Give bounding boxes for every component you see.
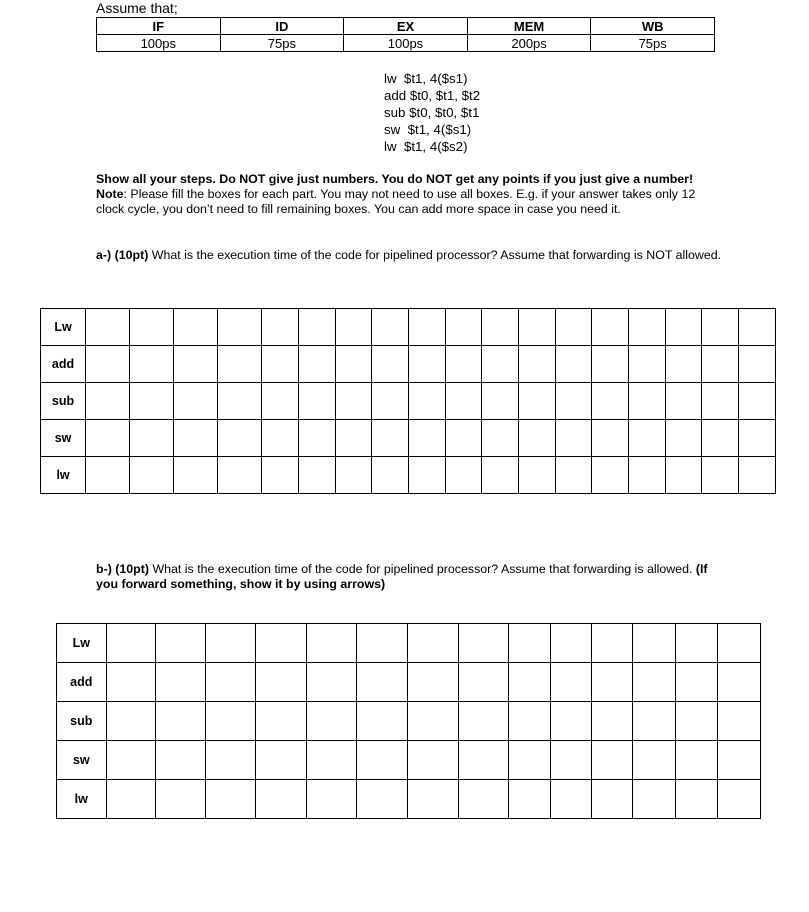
instructions-block bbox=[96, 172, 726, 217]
answer-cell[interactable] bbox=[407, 780, 458, 819]
answer-cell[interactable] bbox=[739, 309, 776, 346]
answer-cell[interactable] bbox=[592, 457, 629, 494]
answer-cell[interactable] bbox=[156, 702, 206, 741]
answer-cell[interactable] bbox=[702, 383, 739, 420]
instructions-note bbox=[96, 187, 726, 217]
answer-cell[interactable] bbox=[592, 624, 633, 663]
answer-cell[interactable] bbox=[702, 457, 739, 494]
answer-cell[interactable] bbox=[519, 457, 556, 494]
row-label: sub bbox=[41, 383, 86, 420]
answer-cell[interactable] bbox=[718, 780, 761, 819]
answer-cell[interactable] bbox=[445, 309, 482, 346]
answer-cell[interactable] bbox=[256, 741, 307, 780]
answer-cell[interactable] bbox=[306, 741, 357, 780]
answer-cell[interactable] bbox=[306, 702, 357, 741]
code-line: lw $t1, 4($s1) bbox=[384, 71, 468, 86]
answer-cell[interactable] bbox=[256, 780, 307, 819]
answer-cell[interactable] bbox=[445, 346, 482, 383]
answer-cell[interactable] bbox=[509, 741, 550, 780]
answer-cell[interactable] bbox=[106, 624, 156, 663]
answer-cell[interactable] bbox=[519, 346, 556, 383]
stage-header-mem: MEM bbox=[467, 18, 591, 35]
answer-cell[interactable] bbox=[372, 420, 409, 457]
answer-cell[interactable] bbox=[86, 457, 130, 494]
answer-cell[interactable] bbox=[665, 420, 702, 457]
answer-cell[interactable] bbox=[458, 780, 509, 819]
answer-cell[interactable] bbox=[408, 309, 445, 346]
answer-cell[interactable] bbox=[718, 663, 761, 702]
pipeline-row bbox=[41, 383, 776, 420]
note-label: Note bbox=[96, 187, 124, 201]
question-b-text: What is the execution time of the code for pipelined processor? Assume that forwarding is allowed. bbox=[149, 562, 696, 576]
answer-cell[interactable] bbox=[218, 420, 262, 457]
answer-cell[interactable] bbox=[555, 383, 592, 420]
answer-cell[interactable] bbox=[372, 457, 409, 494]
stage-time-if: 100ps bbox=[97, 35, 221, 52]
answer-cell[interactable] bbox=[262, 346, 299, 383]
answer-cell[interactable] bbox=[335, 457, 372, 494]
question-a-label: a-) (10pt) bbox=[96, 248, 149, 262]
answer-cell[interactable] bbox=[519, 383, 556, 420]
answer-cell[interactable] bbox=[372, 346, 409, 383]
instructions-warning: Show all your steps. Do NOT give just numbers. You do NOT get any points if you just give a number! bbox=[96, 172, 694, 186]
stage-header-ex: EX bbox=[344, 18, 468, 35]
answer-cell[interactable] bbox=[174, 420, 218, 457]
question-a-text: What is the execution time of the code for pipelined processor? Assume that forwarding is NOT allowed. bbox=[148, 248, 722, 262]
code-line: sw $t1, 4($s1) bbox=[384, 122, 472, 137]
answer-cell[interactable] bbox=[218, 346, 262, 383]
answer-cell[interactable] bbox=[739, 420, 776, 457]
code-line: add $t0, $t1, $t2 bbox=[384, 88, 481, 103]
answer-cell[interactable] bbox=[106, 741, 156, 780]
answer-cell[interactable] bbox=[174, 346, 218, 383]
answer-cell[interactable] bbox=[675, 780, 717, 819]
answer-cell[interactable] bbox=[629, 383, 666, 420]
answer-cell[interactable] bbox=[262, 383, 299, 420]
answer-cell[interactable] bbox=[482, 309, 519, 346]
answer-cell[interactable] bbox=[205, 780, 256, 819]
row-label: sw bbox=[57, 741, 107, 780]
answer-cell[interactable] bbox=[262, 309, 299, 346]
answer-cell[interactable] bbox=[130, 346, 174, 383]
row-label: add bbox=[41, 346, 86, 383]
question-b-arrow-note: (If you forward something, show it by using arrows) bbox=[96, 562, 708, 591]
answer-cell[interactable] bbox=[675, 741, 717, 780]
pipeline-row bbox=[41, 346, 776, 383]
answer-cell[interactable] bbox=[555, 420, 592, 457]
answer-cell[interactable] bbox=[718, 624, 761, 663]
answer-cell[interactable] bbox=[550, 663, 591, 702]
answer-cell[interactable] bbox=[445, 383, 482, 420]
assume-label: Assume that; bbox=[96, 0, 178, 16]
answer-cell[interactable] bbox=[256, 624, 307, 663]
row-label: sub bbox=[57, 702, 107, 741]
row-label: add bbox=[57, 663, 107, 702]
answer-cell[interactable] bbox=[445, 420, 482, 457]
answer-cell[interactable] bbox=[357, 702, 408, 741]
answer-cell[interactable] bbox=[739, 457, 776, 494]
answer-cell[interactable] bbox=[592, 420, 629, 457]
answer-cell[interactable] bbox=[156, 741, 206, 780]
answer-cell[interactable] bbox=[629, 420, 666, 457]
pipeline-row bbox=[57, 780, 761, 819]
answer-cell[interactable] bbox=[174, 309, 218, 346]
answer-cell[interactable] bbox=[718, 741, 761, 780]
answer-cell[interactable] bbox=[550, 624, 591, 663]
answer-cell[interactable] bbox=[408, 383, 445, 420]
answer-cell[interactable] bbox=[665, 346, 702, 383]
answer-cell[interactable] bbox=[550, 780, 591, 819]
answer-cell[interactable] bbox=[665, 309, 702, 346]
answer-cell[interactable] bbox=[482, 383, 519, 420]
answer-cell[interactable] bbox=[509, 624, 550, 663]
answer-cell[interactable] bbox=[262, 420, 299, 457]
answer-cell[interactable] bbox=[335, 420, 372, 457]
answer-cell[interactable] bbox=[106, 663, 156, 702]
answer-cell[interactable] bbox=[633, 624, 675, 663]
stage-time-id: 75ps bbox=[220, 35, 344, 52]
answer-cell[interactable] bbox=[86, 346, 130, 383]
answer-cell[interactable] bbox=[130, 420, 174, 457]
answer-cell[interactable] bbox=[130, 309, 174, 346]
answer-cell[interactable] bbox=[592, 780, 633, 819]
answer-cell[interactable] bbox=[156, 780, 206, 819]
answer-cell[interactable] bbox=[86, 309, 130, 346]
answer-cell[interactable] bbox=[702, 346, 739, 383]
answer-cell[interactable] bbox=[256, 663, 307, 702]
pipeline-row bbox=[57, 702, 761, 741]
answer-cell[interactable] bbox=[205, 702, 256, 741]
answer-cell[interactable] bbox=[629, 457, 666, 494]
pipeline-row bbox=[57, 663, 761, 702]
row-label: Lw bbox=[41, 309, 86, 346]
code-listing bbox=[384, 70, 480, 155]
answer-cell[interactable] bbox=[592, 663, 633, 702]
answer-cell[interactable] bbox=[665, 457, 702, 494]
answer-cell[interactable] bbox=[205, 663, 256, 702]
answer-cell[interactable] bbox=[357, 741, 408, 780]
answer-cell[interactable] bbox=[407, 624, 458, 663]
answer-cell[interactable] bbox=[408, 457, 445, 494]
answer-cell[interactable] bbox=[218, 383, 262, 420]
note-text: : Please fill the boxes for each part. You may not need to use all boxes. E.g. if your answer takes only 12 clock cycle, you don’t need to fill remaining boxes. You can add more space in case you need it. bbox=[96, 187, 696, 216]
code-line: lw $t1, 4($s2) bbox=[384, 139, 468, 154]
answer-cell[interactable] bbox=[218, 309, 262, 346]
answer-cell[interactable] bbox=[633, 741, 675, 780]
code-line: sub $t0, $t0, $t1 bbox=[384, 105, 480, 120]
answer-cell[interactable] bbox=[130, 457, 174, 494]
stage-header-if: IF bbox=[97, 18, 221, 35]
row-label: lw bbox=[57, 780, 107, 819]
answer-cell[interactable] bbox=[633, 780, 675, 819]
answer-cell[interactable] bbox=[633, 702, 675, 741]
answer-cell[interactable] bbox=[357, 780, 408, 819]
answer-cell[interactable] bbox=[86, 420, 130, 457]
answer-cell[interactable] bbox=[408, 420, 445, 457]
pipeline-grid-b bbox=[56, 623, 761, 819]
answer-cell[interactable] bbox=[592, 346, 629, 383]
answer-cell[interactable] bbox=[739, 383, 776, 420]
answer-cell[interactable] bbox=[357, 624, 408, 663]
answer-cell[interactable] bbox=[629, 309, 666, 346]
answer-cell[interactable] bbox=[156, 624, 206, 663]
stage-latency-table bbox=[96, 17, 715, 52]
answer-cell[interactable] bbox=[306, 780, 357, 819]
answer-cell[interactable] bbox=[458, 624, 509, 663]
answer-cell[interactable] bbox=[482, 457, 519, 494]
stage-header-wb: WB bbox=[591, 18, 715, 35]
answer-cell[interactable] bbox=[482, 346, 519, 383]
answer-cell[interactable] bbox=[458, 741, 509, 780]
answer-cell[interactable] bbox=[550, 702, 591, 741]
stage-header-id: ID bbox=[220, 18, 344, 35]
answer-cell[interactable] bbox=[519, 309, 556, 346]
answer-cell[interactable] bbox=[205, 624, 256, 663]
answer-cell[interactable] bbox=[592, 309, 629, 346]
answer-cell[interactable] bbox=[335, 383, 372, 420]
answer-cell[interactable] bbox=[357, 663, 408, 702]
answer-cell[interactable] bbox=[298, 346, 335, 383]
answer-cell[interactable] bbox=[86, 383, 130, 420]
answer-cell[interactable] bbox=[306, 624, 357, 663]
answer-cell[interactable] bbox=[174, 383, 218, 420]
answer-cell[interactable] bbox=[633, 663, 675, 702]
answer-cell[interactable] bbox=[675, 702, 717, 741]
answer-cell[interactable] bbox=[665, 383, 702, 420]
answer-cell[interactable] bbox=[335, 346, 372, 383]
answer-cell[interactable] bbox=[262, 457, 299, 494]
answer-cell[interactable] bbox=[156, 663, 206, 702]
answer-cell[interactable] bbox=[256, 702, 307, 741]
answer-cell[interactable] bbox=[702, 420, 739, 457]
answer-cell[interactable] bbox=[519, 420, 556, 457]
answer-cell[interactable] bbox=[205, 741, 256, 780]
answer-cell[interactable] bbox=[298, 457, 335, 494]
pipeline-row bbox=[41, 420, 776, 457]
stage-time-mem: 200ps bbox=[467, 35, 591, 52]
answer-cell[interactable] bbox=[106, 702, 156, 741]
answer-cell[interactable] bbox=[445, 457, 482, 494]
pipeline-row bbox=[41, 457, 776, 494]
answer-cell[interactable] bbox=[407, 741, 458, 780]
answer-cell[interactable] bbox=[592, 741, 633, 780]
answer-cell[interactable] bbox=[739, 346, 776, 383]
answer-cell[interactable] bbox=[592, 383, 629, 420]
answer-cell[interactable] bbox=[509, 663, 550, 702]
answer-cell[interactable] bbox=[218, 457, 262, 494]
answer-cell[interactable] bbox=[106, 780, 156, 819]
answer-cell[interactable] bbox=[408, 346, 445, 383]
stage-time-ex: 100ps bbox=[344, 35, 468, 52]
answer-cell[interactable] bbox=[298, 383, 335, 420]
stage-time-wb: 75ps bbox=[591, 35, 715, 52]
answer-cell[interactable] bbox=[306, 663, 357, 702]
answer-cell[interactable] bbox=[702, 309, 739, 346]
answer-cell[interactable] bbox=[675, 663, 717, 702]
question-a bbox=[96, 248, 726, 263]
pipeline-row bbox=[57, 624, 761, 663]
answer-cell[interactable] bbox=[592, 702, 633, 741]
answer-cell[interactable] bbox=[298, 309, 335, 346]
answer-cell[interactable] bbox=[675, 624, 717, 663]
row-label: Lw bbox=[57, 624, 107, 663]
answer-cell[interactable] bbox=[407, 702, 458, 741]
answer-cell[interactable] bbox=[555, 346, 592, 383]
answer-cell[interactable] bbox=[458, 702, 509, 741]
row-label: sw bbox=[41, 420, 86, 457]
answer-cell[interactable] bbox=[130, 383, 174, 420]
answer-cell[interactable] bbox=[335, 309, 372, 346]
pipeline-grid-a bbox=[40, 308, 776, 494]
answer-cell[interactable] bbox=[629, 346, 666, 383]
row-label: lw bbox=[41, 457, 86, 494]
answer-cell[interactable] bbox=[372, 383, 409, 420]
answer-cell[interactable] bbox=[458, 663, 509, 702]
answer-cell[interactable] bbox=[407, 663, 458, 702]
question-b bbox=[96, 562, 726, 592]
answer-cell[interactable] bbox=[482, 420, 519, 457]
answer-cell[interactable] bbox=[372, 309, 409, 346]
pipeline-row bbox=[57, 741, 761, 780]
answer-cell[interactable] bbox=[174, 457, 218, 494]
answer-cell[interactable] bbox=[555, 457, 592, 494]
answer-cell[interactable] bbox=[718, 702, 761, 741]
answer-cell[interactable] bbox=[509, 780, 550, 819]
question-b-label: b-) (10pt) bbox=[96, 562, 149, 576]
answer-cell[interactable] bbox=[298, 420, 335, 457]
answer-cell[interactable] bbox=[509, 702, 550, 741]
answer-cell[interactable] bbox=[555, 309, 592, 346]
answer-cell[interactable] bbox=[550, 741, 591, 780]
pipeline-row bbox=[41, 309, 776, 346]
